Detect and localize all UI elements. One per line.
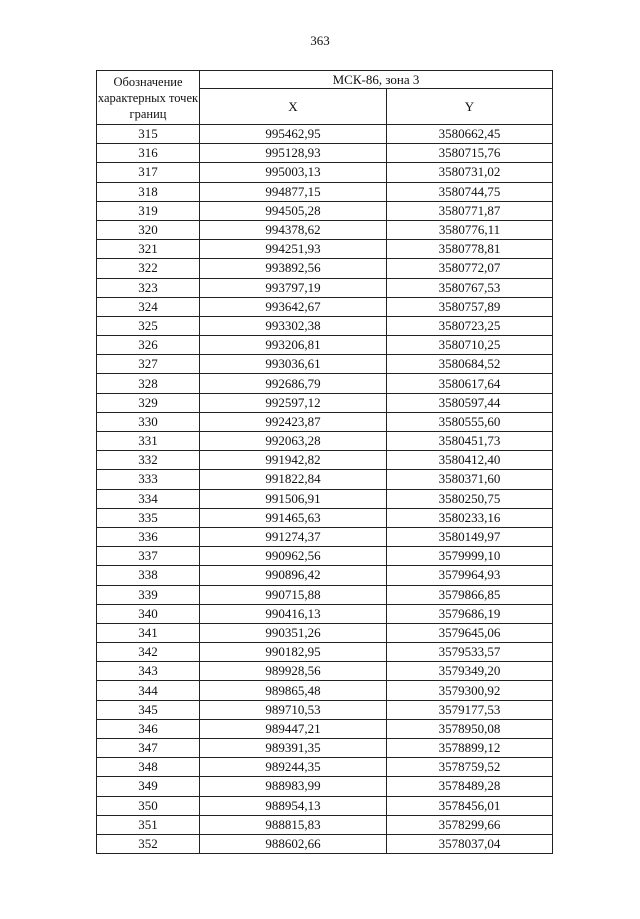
table-row bbox=[97, 240, 553, 259]
x-coordinate-cell: 994251,93 bbox=[200, 240, 387, 259]
x-coordinate-cell: 993302,38 bbox=[200, 316, 387, 335]
x-coordinate-cell: 990715,88 bbox=[200, 585, 387, 604]
y-coordinate-cell: 3580371,60 bbox=[387, 470, 553, 489]
x-coordinate-cell: 995462,95 bbox=[200, 125, 387, 144]
table-row bbox=[97, 777, 553, 796]
y-coordinate-cell: 3580744,75 bbox=[387, 182, 553, 201]
table-row bbox=[97, 144, 553, 163]
y-coordinate-cell: 3580771,87 bbox=[387, 201, 553, 220]
table-row bbox=[97, 662, 553, 681]
table-row bbox=[97, 508, 553, 527]
x-coordinate-cell: 992686,79 bbox=[200, 374, 387, 393]
point-number-cell: 342 bbox=[97, 643, 200, 662]
x-coordinate-cell: 990416,13 bbox=[200, 604, 387, 623]
x-coordinate-cell: 991506,91 bbox=[200, 489, 387, 508]
y-coordinate-cell: 3579645,06 bbox=[387, 623, 553, 642]
point-number-cell: 329 bbox=[97, 393, 200, 412]
y-coordinate-cell: 3578899,12 bbox=[387, 739, 553, 758]
table-row bbox=[97, 182, 553, 201]
table-row bbox=[97, 297, 553, 316]
point-number-cell: 341 bbox=[97, 623, 200, 642]
point-number-cell: 340 bbox=[97, 604, 200, 623]
y-coordinate-cell: 3579866,85 bbox=[387, 585, 553, 604]
table-row bbox=[97, 489, 553, 508]
y-coordinate-cell: 3578489,28 bbox=[387, 777, 553, 796]
y-coordinate-cell: 3579300,92 bbox=[387, 681, 553, 700]
y-coordinate-cell: 3580684,52 bbox=[387, 355, 553, 374]
y-coordinate-cell: 3578037,04 bbox=[387, 834, 553, 853]
point-number-cell: 346 bbox=[97, 719, 200, 738]
y-coordinate-cell: 3580772,07 bbox=[387, 259, 553, 278]
y-coordinate-cell: 3579999,10 bbox=[387, 547, 553, 566]
y-coordinate-cell: 3579177,53 bbox=[387, 700, 553, 719]
y-coordinate-cell: 3578950,08 bbox=[387, 719, 553, 738]
table-row bbox=[97, 163, 553, 182]
y-coordinate-cell: 3578299,66 bbox=[387, 815, 553, 834]
y-coordinate-cell: 3580250,75 bbox=[387, 489, 553, 508]
y-coordinate-cell: 3580723,25 bbox=[387, 316, 553, 335]
x-coordinate-cell: 989244,35 bbox=[200, 758, 387, 777]
point-number-cell: 315 bbox=[97, 125, 200, 144]
x-coordinate-cell: 991822,84 bbox=[200, 470, 387, 489]
table-body bbox=[97, 125, 553, 854]
table-row bbox=[97, 719, 553, 738]
y-coordinate-cell: 3580233,16 bbox=[387, 508, 553, 527]
y-coordinate-cell: 3580555,60 bbox=[387, 412, 553, 431]
designation-header: Обозначение характерных точек границ bbox=[97, 71, 200, 125]
x-coordinate-cell: 988815,83 bbox=[200, 815, 387, 834]
x-coordinate-cell: 988983,99 bbox=[200, 777, 387, 796]
x-coordinate-cell: 989447,21 bbox=[200, 719, 387, 738]
y-coordinate-cell: 3579686,19 bbox=[387, 604, 553, 623]
point-number-cell: 336 bbox=[97, 527, 200, 546]
x-coordinate-cell: 992597,12 bbox=[200, 393, 387, 412]
y-coordinate-cell: 3580715,76 bbox=[387, 144, 553, 163]
table-row bbox=[97, 355, 553, 374]
point-number-cell: 326 bbox=[97, 336, 200, 355]
y-coordinate-cell: 3578759,52 bbox=[387, 758, 553, 777]
point-number-cell: 344 bbox=[97, 681, 200, 700]
point-number-cell: 347 bbox=[97, 739, 200, 758]
x-coordinate-cell: 988602,66 bbox=[200, 834, 387, 853]
table-row bbox=[97, 623, 553, 642]
table-row bbox=[97, 125, 553, 144]
point-number-cell: 345 bbox=[97, 700, 200, 719]
point-number-cell: 351 bbox=[97, 815, 200, 834]
point-number-cell: 324 bbox=[97, 297, 200, 316]
y-coordinate-cell: 3580617,64 bbox=[387, 374, 553, 393]
x-coordinate-cell: 994505,28 bbox=[200, 201, 387, 220]
table-row bbox=[97, 316, 553, 335]
y-coordinate-cell: 3580412,40 bbox=[387, 451, 553, 470]
table-row bbox=[97, 412, 553, 431]
x-coordinate-cell: 988954,13 bbox=[200, 796, 387, 815]
table-row bbox=[97, 470, 553, 489]
table-row bbox=[97, 432, 553, 451]
table-row bbox=[97, 566, 553, 585]
x-coordinate-cell: 989928,56 bbox=[200, 662, 387, 681]
page-number: 363 bbox=[310, 33, 330, 48]
y-coordinate-cell: 3580767,53 bbox=[387, 278, 553, 297]
point-number-cell: 338 bbox=[97, 566, 200, 585]
table-row bbox=[97, 815, 553, 834]
coordinates-table bbox=[96, 70, 553, 854]
x-coordinate-cell: 990962,56 bbox=[200, 547, 387, 566]
point-number-cell: 325 bbox=[97, 316, 200, 335]
table-row bbox=[97, 547, 553, 566]
table-row bbox=[97, 739, 553, 758]
table-row bbox=[97, 796, 553, 815]
x-coordinate-cell: 991465,63 bbox=[200, 508, 387, 527]
x-coordinate-cell: 993892,56 bbox=[200, 259, 387, 278]
point-number-cell: 334 bbox=[97, 489, 200, 508]
x-coordinate-cell: 991942,82 bbox=[200, 451, 387, 470]
point-number-cell: 350 bbox=[97, 796, 200, 815]
point-number-cell: 332 bbox=[97, 451, 200, 470]
point-number-cell: 323 bbox=[97, 278, 200, 297]
point-number-cell: 349 bbox=[97, 777, 200, 796]
point-number-cell: 330 bbox=[97, 412, 200, 431]
point-number-cell: 337 bbox=[97, 547, 200, 566]
point-number-cell: 352 bbox=[97, 834, 200, 853]
table-row bbox=[97, 259, 553, 278]
x-coordinate-cell: 990351,26 bbox=[200, 623, 387, 642]
x-coordinate-cell: 989865,48 bbox=[200, 681, 387, 700]
x-coordinate-cell: 993797,19 bbox=[200, 278, 387, 297]
y-coordinate-cell: 3580451,73 bbox=[387, 432, 553, 451]
table-row bbox=[97, 527, 553, 546]
x-coordinate-cell: 992063,28 bbox=[200, 432, 387, 451]
y-coordinate-cell: 3578456,01 bbox=[387, 796, 553, 815]
y-coordinate-cell: 3580710,25 bbox=[387, 336, 553, 355]
point-number-cell: 328 bbox=[97, 374, 200, 393]
x-coordinate-cell: 993036,61 bbox=[200, 355, 387, 374]
y-coordinate-cell: 3580731,02 bbox=[387, 163, 553, 182]
table-row bbox=[97, 336, 553, 355]
x-coordinate-cell: 991274,37 bbox=[200, 527, 387, 546]
x-coordinate-cell: 989391,35 bbox=[200, 739, 387, 758]
coordinate-system-header: МСК-86, зона 3 bbox=[200, 71, 553, 89]
table-row bbox=[97, 393, 553, 412]
point-number-cell: 333 bbox=[97, 470, 200, 489]
point-number-cell: 322 bbox=[97, 259, 200, 278]
x-coordinate-cell: 990182,95 bbox=[200, 643, 387, 662]
y-coordinate-cell: 3580662,45 bbox=[387, 125, 553, 144]
table-row bbox=[97, 585, 553, 604]
table-row bbox=[97, 374, 553, 393]
table-row bbox=[97, 604, 553, 623]
table-row bbox=[97, 758, 553, 777]
table-row bbox=[97, 220, 553, 239]
point-number-cell: 343 bbox=[97, 662, 200, 681]
table-row bbox=[97, 201, 553, 220]
x-coordinate-cell: 989710,53 bbox=[200, 700, 387, 719]
x-coordinate-cell: 992423,87 bbox=[200, 412, 387, 431]
point-number-cell: 335 bbox=[97, 508, 200, 527]
point-number-cell: 327 bbox=[97, 355, 200, 374]
point-number-cell: 316 bbox=[97, 144, 200, 163]
point-number-cell: 348 bbox=[97, 758, 200, 777]
y-column-header: Y bbox=[387, 89, 553, 125]
x-coordinate-cell: 995128,93 bbox=[200, 144, 387, 163]
point-number-cell: 318 bbox=[97, 182, 200, 201]
x-coordinate-cell: 990896,42 bbox=[200, 566, 387, 585]
x-column-header: X bbox=[200, 89, 387, 125]
table-row bbox=[97, 834, 553, 853]
point-number-cell: 331 bbox=[97, 432, 200, 451]
point-number-cell: 339 bbox=[97, 585, 200, 604]
y-coordinate-cell: 3579964,93 bbox=[387, 566, 553, 585]
point-number-cell: 317 bbox=[97, 163, 200, 182]
point-number-cell: 319 bbox=[97, 201, 200, 220]
x-coordinate-cell: 994378,62 bbox=[200, 220, 387, 239]
point-number-cell: 320 bbox=[97, 220, 200, 239]
table-row bbox=[97, 278, 553, 297]
x-coordinate-cell: 994877,15 bbox=[200, 182, 387, 201]
x-coordinate-cell: 993642,67 bbox=[200, 297, 387, 316]
y-coordinate-cell: 3579349,20 bbox=[387, 662, 553, 681]
y-coordinate-cell: 3579533,57 bbox=[387, 643, 553, 662]
y-coordinate-cell: 3580778,81 bbox=[387, 240, 553, 259]
x-coordinate-cell: 993206,81 bbox=[200, 336, 387, 355]
table-row bbox=[97, 681, 553, 700]
table-row bbox=[97, 700, 553, 719]
table-row bbox=[97, 643, 553, 662]
y-coordinate-cell: 3580149,97 bbox=[387, 527, 553, 546]
y-coordinate-cell: 3580776,11 bbox=[387, 220, 553, 239]
table-header bbox=[97, 71, 553, 125]
x-coordinate-cell: 995003,13 bbox=[200, 163, 387, 182]
point-number-cell: 321 bbox=[97, 240, 200, 259]
y-coordinate-cell: 3580597,44 bbox=[387, 393, 553, 412]
table-row bbox=[97, 451, 553, 470]
y-coordinate-cell: 3580757,89 bbox=[387, 297, 553, 316]
